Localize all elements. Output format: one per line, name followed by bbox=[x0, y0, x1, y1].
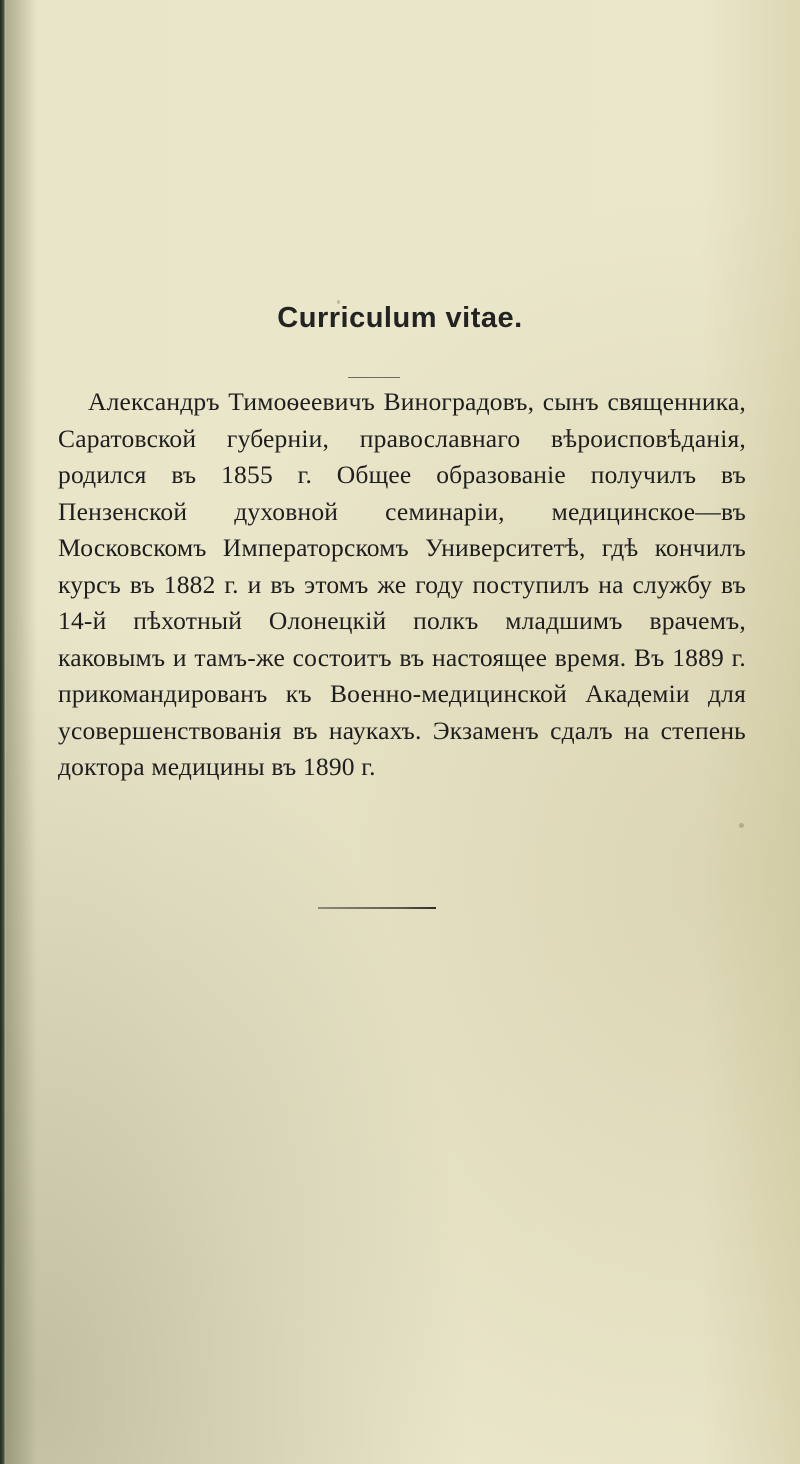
page-title: Curriculum vitae. bbox=[277, 302, 523, 334]
ink-speck bbox=[739, 823, 744, 828]
title-divider bbox=[348, 377, 400, 378]
page-binding-shadow bbox=[6, 0, 36, 1464]
end-divider bbox=[318, 907, 436, 909]
biography-paragraph: Александръ Тимоѳеевичъ Виноградовъ, сынъ священника, Саратовской губерніи, православнаго вѣроисповѣданія, родился въ 1855 г. Общее образованіе получилъ въ Пензенской духовной семинаріи, медицинское—въ Московскомъ Императорскомъ Университетѣ, гдѣ кончилъ курсъ въ 1882 г. и въ этомъ же году поступилъ на службу въ 14-й пѣхотный Олонецкій полкъ младшимъ врачемъ, каковымъ и тамъ-же состоитъ въ настоящее время. Въ 1889 г. прикомандированъ къ Военно-медицинской Академіи для усовершенствованія въ наукахъ. Экзаменъ сдалъ на степень доктора медицины въ 1890 г. bbox=[58, 387, 746, 781]
